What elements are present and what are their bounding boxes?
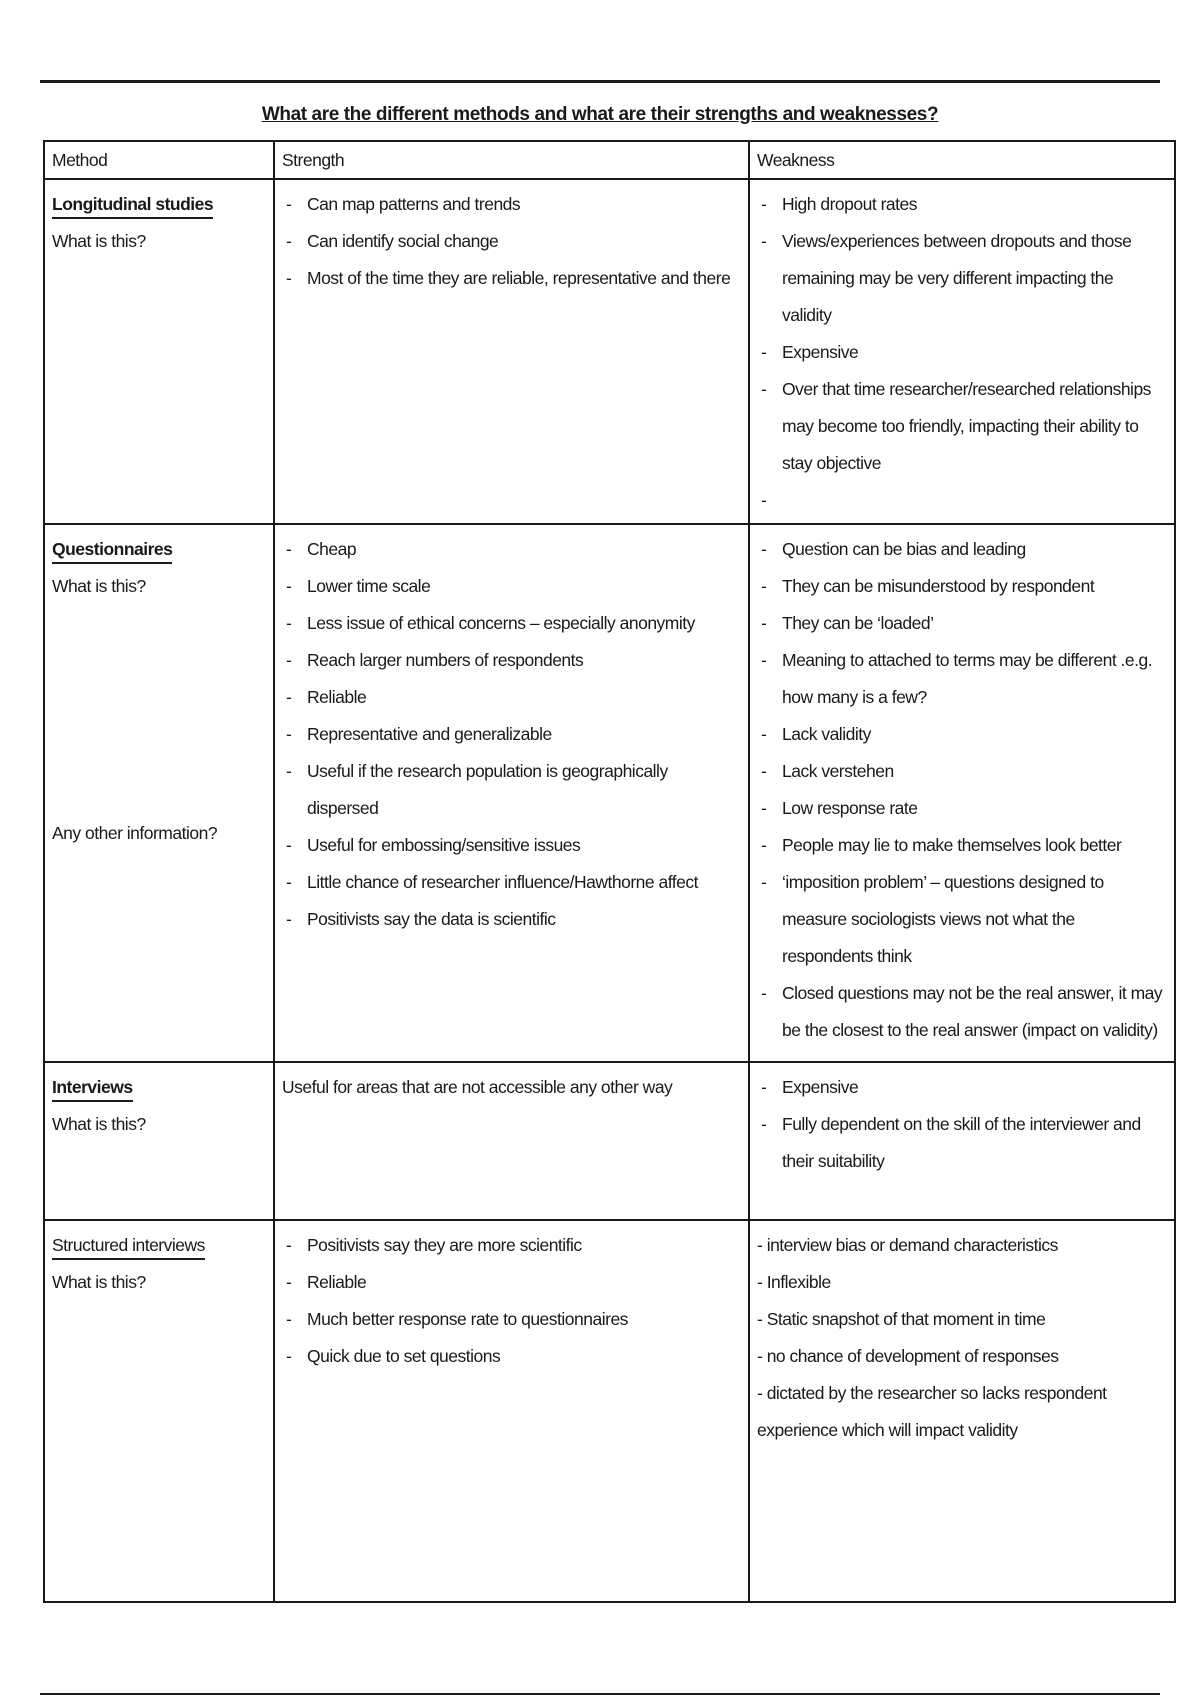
- weakness-item: - Lack validity: [757, 716, 1166, 753]
- strength-cell: [274, 524, 749, 1062]
- strength-item: - Positivists say they are more scientific: [282, 1227, 740, 1264]
- strength-item: - Reach larger numbers of respondents: [282, 642, 740, 679]
- method-cell: [44, 179, 274, 524]
- weakness-item: - They can be ‘loaded’: [757, 605, 1166, 642]
- weakness-item: - Meaning to attached to terms may be different .e.g. how many is a few?: [757, 642, 1166, 716]
- method-question: What is this?: [52, 576, 146, 596]
- method-name: Structured interviews: [52, 1232, 205, 1260]
- weakness-item: - Low response rate: [757, 790, 1166, 827]
- method-cell: [44, 1220, 274, 1602]
- header-weakness: Weakness: [749, 141, 1175, 179]
- method-name: Longitudinal studies: [52, 191, 213, 219]
- strength-item: - Most of the time they are reliable, representative and there: [282, 260, 740, 297]
- weakness-item: - Fully dependent on the skill of the interviewer and their suitability: [757, 1106, 1166, 1180]
- weakness-item: - Closed questions may not be the real answer, it may be the closest to the real answer (impact on validity): [757, 975, 1166, 1049]
- strength-item: - Less issue of ethical concerns – especially anonymity: [282, 605, 740, 642]
- weakness-item: - Views/experiences between dropouts and those remaining may be very different impacting the validity: [757, 223, 1166, 334]
- header-row: [44, 141, 1175, 179]
- weakness-list: [757, 1069, 1166, 1180]
- method-other-question: Any other information?: [52, 823, 218, 843]
- weakness-cell: [749, 1062, 1175, 1220]
- weakness-line: - dictated by the researcher so lacks respondent experience which will impact validity: [757, 1383, 1107, 1440]
- weakness-line: - Inflexible: [757, 1272, 831, 1292]
- method-cell: [44, 524, 274, 1062]
- strength-cell: [274, 179, 749, 524]
- strength-item: - Useful if the research population is geographically dispersed: [282, 753, 740, 827]
- weakness-item: - They can be misunderstood by respondent: [757, 568, 1166, 605]
- strength-text: Useful for areas that are not accessible any other way: [282, 1077, 673, 1097]
- weakness-item: - Lack verstehen: [757, 753, 1166, 790]
- weakness-item: - Expensive: [757, 1069, 1166, 1106]
- top-rule: [40, 80, 1160, 83]
- strength-item: - Cheap: [282, 531, 740, 568]
- strength-item: - Quick due to set questions: [282, 1338, 740, 1375]
- strength-cell: [274, 1062, 749, 1220]
- table-row: [44, 179, 1175, 524]
- strength-item: - Can identify social change: [282, 223, 740, 260]
- weakness-item: - Over that time researcher/researched relationships may become too friendly, impacting their ability to stay objective: [757, 371, 1166, 482]
- weakness-list: [757, 531, 1166, 1049]
- weakness-item: - Expensive: [757, 334, 1166, 371]
- weakness-item: - People may lie to make themselves look better: [757, 827, 1166, 864]
- method-name: Questionnaires: [52, 536, 172, 564]
- weakness-item: - Question can be bias and leading: [757, 531, 1166, 568]
- method-question: What is this?: [52, 1272, 146, 1292]
- header-strength: Strength: [274, 141, 749, 179]
- strength-item: - Reliable: [282, 679, 740, 716]
- strength-item: - Can map patterns and trends: [282, 186, 740, 223]
- weakness-line: - Static snapshot of that moment in time: [757, 1309, 1046, 1329]
- weakness-item: - ‘imposition problem’ – questions designed to measure sociologists views not what the respondents think: [757, 864, 1166, 975]
- strength-item: - Reliable: [282, 1264, 740, 1301]
- weakness-cell: [749, 179, 1175, 524]
- methods-table: [43, 140, 1176, 1603]
- strength-list: [282, 531, 740, 938]
- strength-item: - Lower time scale: [282, 568, 740, 605]
- strength-list: [282, 186, 740, 297]
- weakness-cell: [749, 1220, 1175, 1602]
- weakness-list: [757, 186, 1166, 519]
- strength-cell: [274, 1220, 749, 1602]
- weakness-cell: [749, 524, 1175, 1062]
- bottom-rule: [40, 1693, 1160, 1695]
- header-method: Method: [44, 141, 274, 179]
- method-cell: [44, 1062, 274, 1220]
- method-name: Interviews: [52, 1074, 133, 1102]
- strength-item: - Useful for embossing/sensitive issues: [282, 827, 740, 864]
- strength-list: [282, 1227, 740, 1375]
- spacer: [52, 605, 265, 815]
- page-title: What are the different methods and what are their strengths and weaknesses?: [261, 104, 939, 125]
- table-row: [44, 524, 1175, 1062]
- weakness-line: - no chance of development of responses: [757, 1346, 1059, 1366]
- method-question: What is this?: [52, 231, 146, 251]
- strength-item: - Much better response rate to questionnaires: [282, 1301, 740, 1338]
- strength-item: - Representative and generalizable: [282, 716, 740, 753]
- strength-item: - Little chance of researcher influence/Hawthorne affect: [282, 864, 740, 901]
- weakness-item: - High dropout rates: [757, 186, 1166, 223]
- table-row: [44, 1062, 1175, 1220]
- weakness-item-empty: [757, 482, 1166, 519]
- method-question: What is this?: [52, 1114, 146, 1134]
- table-row: [44, 1220, 1175, 1602]
- strength-item: - Positivists say the data is scientific: [282, 901, 740, 938]
- weakness-line: - interview bias or demand characteristics: [757, 1235, 1058, 1255]
